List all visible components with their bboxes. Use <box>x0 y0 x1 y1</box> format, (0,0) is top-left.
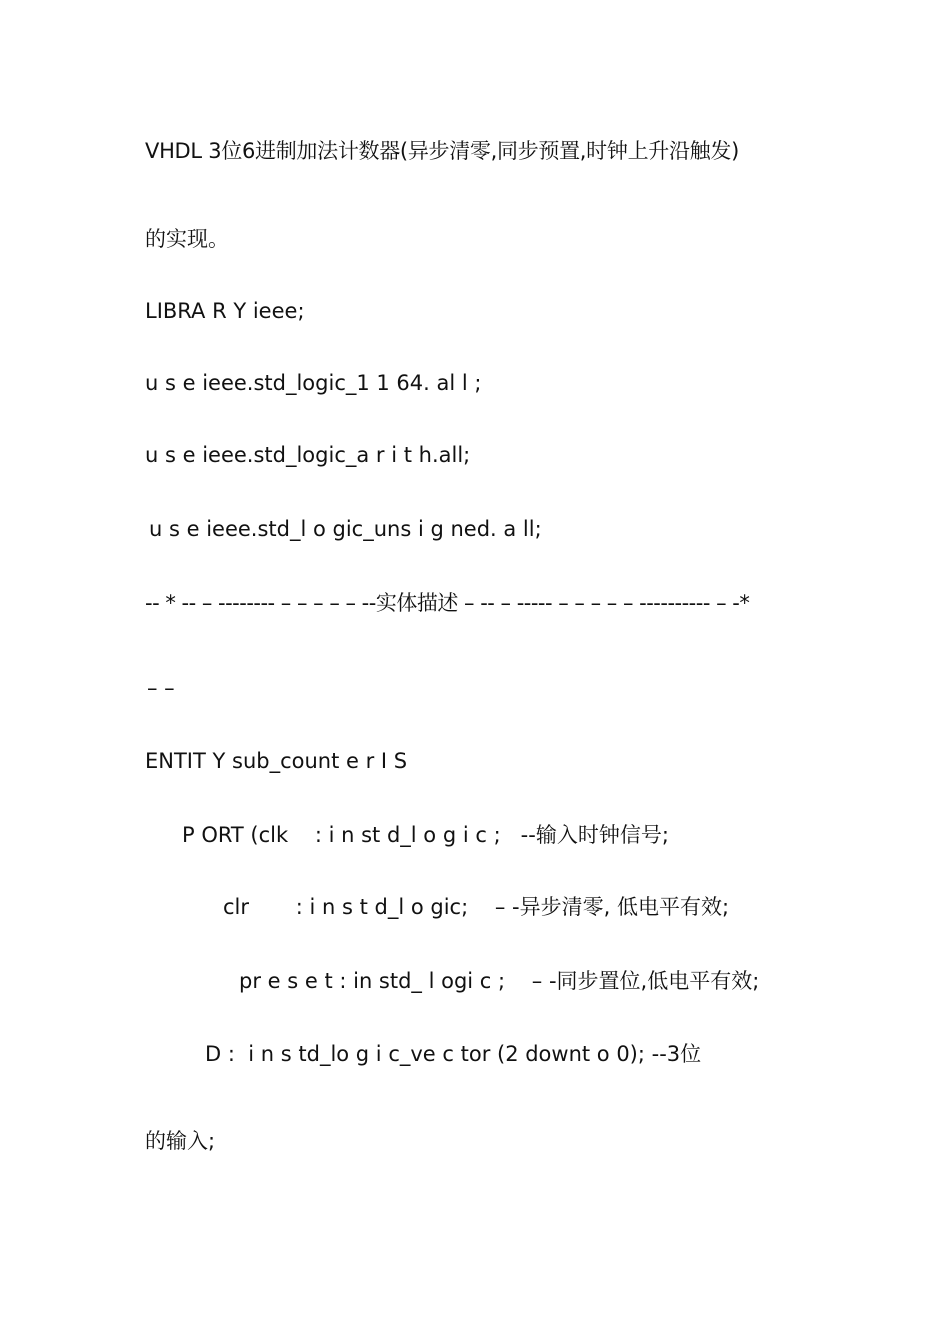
code-line-port-clk: P ORT (clk : i n st d_l o g i c ; --输入时钟信号; <box>182 823 669 847</box>
code-line-use-unsigned: u s e ieee.std_l o gic_uns i g ned. a ll; <box>149 517 542 541</box>
code-line-use-1164: u s e ieee.std_logic_1 1 64. al l ; <box>145 371 482 395</box>
code-line-port-clr: clr : i n s t d_l o gic; – -异步清零, 低电平有效; <box>223 895 730 919</box>
code-line-port-d-continuation: 的输入; <box>145 1129 216 1153</box>
document-title-continuation: 的实现。 <box>145 227 229 251</box>
code-line-port-preset: pr e s e t : in std_ l ogi c ; – -同步置位,低电平有效; <box>239 969 760 993</box>
code-comment-entity-description: -- * -- – -------- – – – – – --实体描述 – -- – ----- – – – – – ---------- – -* <box>145 591 750 615</box>
code-line-entity: ENTIT Y sub_count e r I S <box>145 749 408 773</box>
code-comment-continuation: – – <box>147 676 175 700</box>
document-title: VHDL 3位6进制加法计数器(异步清零,同步预置,时钟上升沿触发) <box>145 139 739 163</box>
code-line-use-arith: u s e ieee.std_logic_a r i t h.all; <box>145 443 471 467</box>
code-line-port-d: D : i n s td_lo g i c_ve c tor (2 downt o 0); --3位 <box>205 1042 702 1066</box>
code-line-library: LIBRA R Y ieee; <box>145 299 305 323</box>
